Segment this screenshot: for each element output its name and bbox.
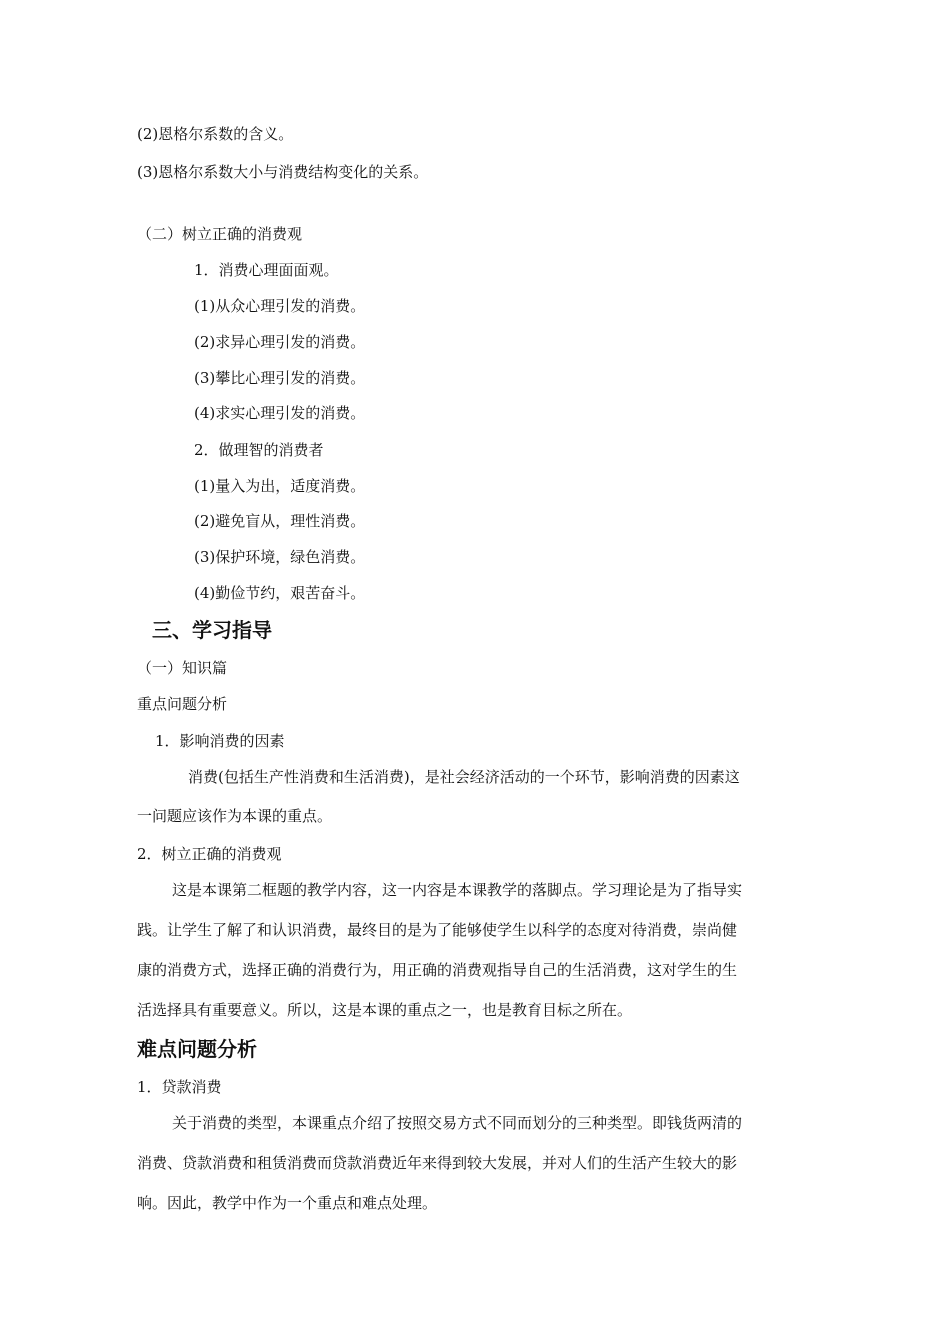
subheading-rational-consumer: 2．做理智的消费者	[194, 441, 324, 459]
item-heading-consumption-view: 2．树立正确的消费观	[137, 845, 282, 863]
list-item-comparison: (3)攀比心理引发的消费。	[194, 369, 366, 387]
list-item-distinction: (2)求异心理引发的消费。	[194, 333, 366, 351]
paragraph-2-line-3: 康的消费方式，选择正确的消费行为，用正确的消费观指导自己的生活消费，这对学生的生	[137, 961, 738, 979]
paragraph-2-line-4: 活选择具有重要意义。所以，这是本课的重点之一，也是教育目标之所在。	[137, 1001, 633, 1019]
list-item-conformity: (1)从众心理引发的消费。	[194, 297, 366, 315]
subheading-consumer-psychology: 1．消费心理面面观。	[194, 261, 339, 279]
list-item-engel-meaning: (2)恩格尔系数的含义。	[137, 125, 294, 143]
paragraph-2-line-1: 这是本课第二框题的教学内容，这一内容是本课教学的落脚点。学习理论是为了指导实	[172, 881, 743, 899]
item-heading-loan-consumption: 1．贷款消费	[137, 1078, 222, 1096]
subheading-key-issues: 重点问题分析	[137, 695, 228, 713]
paragraph-1-line-1: 消费(包括生产性消费和生活消费)，是社会经济活动的一个环节，影响消费的因素这	[188, 768, 740, 786]
list-item-moderate: (1)量入为出，适度消费。	[194, 477, 366, 495]
paragraph-2-line-2: 践。让学生了解了和认识消费，最终目的是为了能够使学生以科学的态度对待消费，崇尚健	[137, 921, 738, 939]
section-heading-knowledge: （一）知识篇	[137, 659, 228, 677]
list-item-thrift: (4)勤俭节约，艰苦奋斗。	[194, 584, 366, 602]
paragraph-3-line-2: 消费、贷款消费和租赁消费而贷款消费近年来得到较大发展，并对人们的生活产生较大的影	[137, 1154, 738, 1172]
paragraph-3-line-3: 响。因此，教学中作为一个重点和难点处理。	[137, 1194, 438, 1212]
chapter-heading-study-guide: 三、学习指导	[152, 618, 272, 642]
item-heading-factors: 1．影响消费的因素	[155, 732, 285, 750]
paragraph-3-line-1: 关于消费的类型，本课重点介绍了按照交易方式不同而划分的三种类型。即钱货两清的	[172, 1114, 743, 1132]
paragraph-1-line-2: 一问题应该作为本课的重点。	[137, 807, 333, 825]
list-item-rational: (2)避免盲从，理性消费。	[194, 512, 366, 530]
list-item-practical: (4)求实心理引发的消费。	[194, 404, 366, 422]
section-heading-consumption-view: （二）树立正确的消费观	[137, 225, 303, 243]
heading-difficult-issues: 难点问题分析	[137, 1037, 257, 1061]
list-item-green: (3)保护环境，绿色消费。	[194, 548, 366, 566]
list-item-engel-relation: (3)恩格尔系数大小与消费结构变化的关系。	[137, 163, 429, 181]
